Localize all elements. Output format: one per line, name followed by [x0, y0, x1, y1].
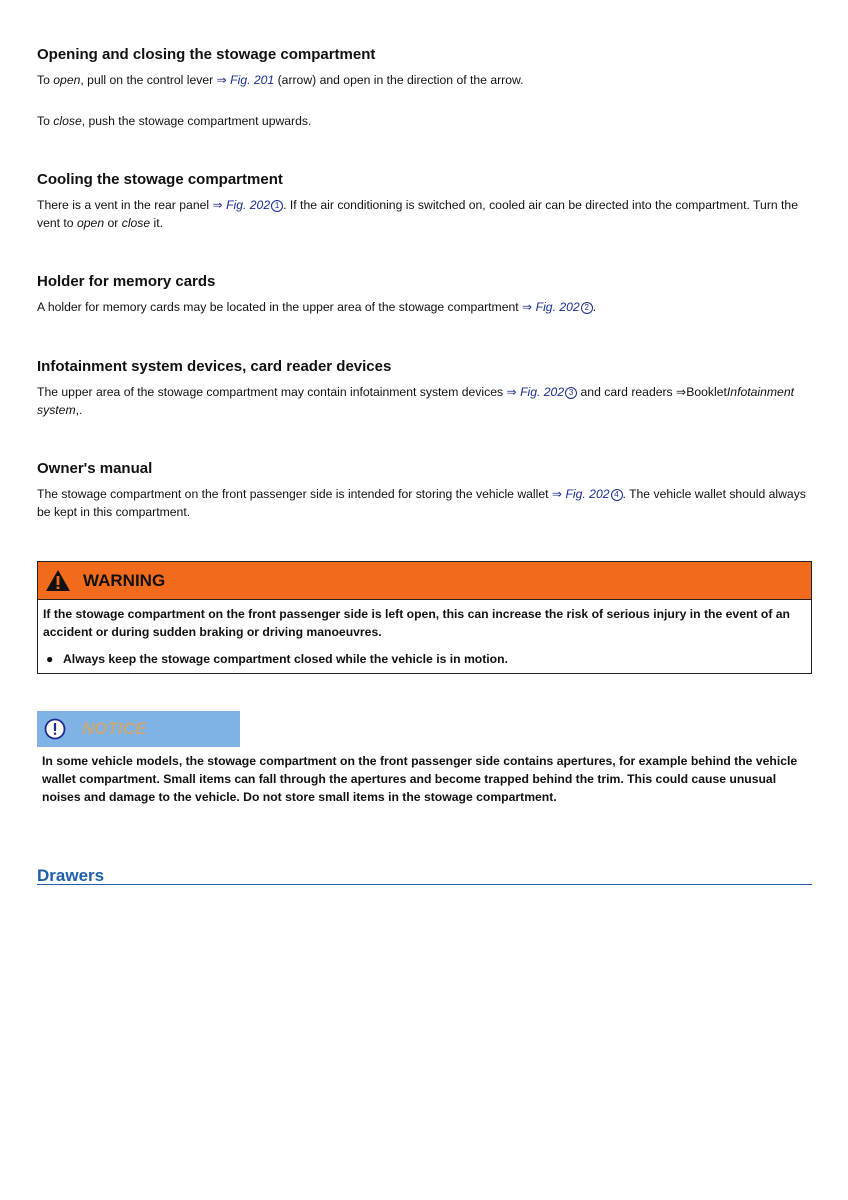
- heading-opening-closing: Opening and closing the stowage compartment: [37, 46, 376, 63]
- ref-arrow: ⇒: [212, 198, 223, 212]
- ref-arrow: ⇒: [551, 487, 563, 501]
- ref-label: Fig. 202: [565, 487, 610, 501]
- ref-arrow: ⇒: [522, 300, 533, 314]
- text: it.: [150, 216, 164, 230]
- text: and card readers ⇒Booklet: [577, 385, 727, 399]
- heading-memory-cards: Holder for memory cards: [37, 273, 216, 290]
- emphasis-close: close: [53, 114, 82, 128]
- fig-202-2-link[interactable]: [522, 300, 593, 314]
- paragraph-open: [37, 71, 813, 89]
- heading-infotainment: Infotainment system devices, card reader devices: [37, 358, 392, 375]
- paragraph-cooling: [37, 196, 813, 232]
- text: . If the air conditioning is switched on, cooled air can be directed into the compartment. Turn the vent to: [37, 198, 798, 230]
- text: or: [104, 216, 122, 230]
- paragraph-close: [37, 112, 813, 130]
- heading-owners-manual: Owner's manual: [37, 460, 153, 477]
- warning-body: [38, 600, 811, 668]
- heading-cooling: Cooling the stowage compartment: [37, 171, 283, 188]
- callout-number: 3: [565, 387, 577, 399]
- info-circle-icon: [44, 718, 66, 740]
- paragraph-memory-cards: [37, 298, 813, 316]
- emphasis-close: close: [121, 216, 151, 230]
- warning-triangle-icon: [45, 569, 71, 592]
- notice-header: [37, 711, 240, 747]
- fig-202-1-link[interactable]: [212, 198, 283, 212]
- callout-number: 2: [581, 302, 593, 314]
- bullet-icon: ●: [46, 652, 54, 666]
- text: To: [37, 73, 54, 87]
- warning-header: [38, 562, 811, 600]
- notice-title: NOTICE: [82, 719, 147, 738]
- paragraph-infotainment: [37, 383, 813, 419]
- text: The upper area of the stowage compartment may contain infotainment system devices: [37, 385, 507, 399]
- text: , push the stowage compartment upwards.: [81, 114, 312, 128]
- text: The stowage compartment on the front passenger side is intended for storing the vehicle wallet: [37, 487, 552, 501]
- fig-202-4-link[interactable]: [552, 487, 623, 501]
- text: To: [37, 114, 54, 128]
- callout-number: 4: [611, 489, 623, 501]
- ref-label: Fig. 201: [230, 73, 275, 87]
- ref-arrow: ⇒: [216, 73, 227, 87]
- text: , pull on the control lever: [80, 73, 217, 87]
- section-divider: [37, 884, 812, 885]
- emphasis-open: open: [76, 216, 105, 230]
- text: . The vehicle wallet should always be kept in this compartment.: [37, 487, 806, 519]
- text: A holder for memory cards may be located in the upper area of the stowage compartment: [37, 300, 523, 314]
- warning-bullet: [43, 650, 806, 668]
- fig-202-3-link[interactable]: [506, 385, 577, 399]
- notice-text: In some vehicle models, the stowage compartment on the front passenger side contains apertures, for example behind the vehicle wallet compartment. Small items can fall through the apertures and become trapped behind the trim. This could cause unusual noises and damage to the vehicle. Do not store small items in the stowage compartment.: [42, 754, 798, 804]
- callout-number: 1: [271, 200, 283, 212]
- text: There is a vent in the rear panel: [37, 198, 213, 212]
- ref-label: Fig. 202: [226, 198, 271, 212]
- text: ,.: [75, 403, 83, 417]
- section-title-drawers: Drawers: [37, 866, 105, 885]
- ref-label: Fig. 202: [520, 385, 565, 399]
- warning-title: WARNING: [83, 571, 166, 590]
- emphasis-open: open: [53, 73, 81, 87]
- ref-arrow: ⇒: [506, 385, 517, 399]
- fig-201-link[interactable]: [217, 73, 275, 87]
- text: .: [592, 300, 597, 314]
- paragraph-owners-manual: [37, 485, 813, 521]
- ref-label: Fig. 202: [535, 300, 580, 314]
- warning-bullet-text: Always keep the stowage compartment closed while the vehicle is in motion.: [63, 652, 508, 666]
- warning-box: [37, 561, 812, 674]
- warning-text: If the stowage compartment on the front passenger side is left open, this can increase the risk of serious injury in the event of an accident or during sudden braking or driving manoeuvres.: [43, 607, 790, 639]
- booklet-title: Infotainment system: [37, 385, 794, 417]
- text: (arrow) and open in the direction of the arrow.: [274, 73, 524, 87]
